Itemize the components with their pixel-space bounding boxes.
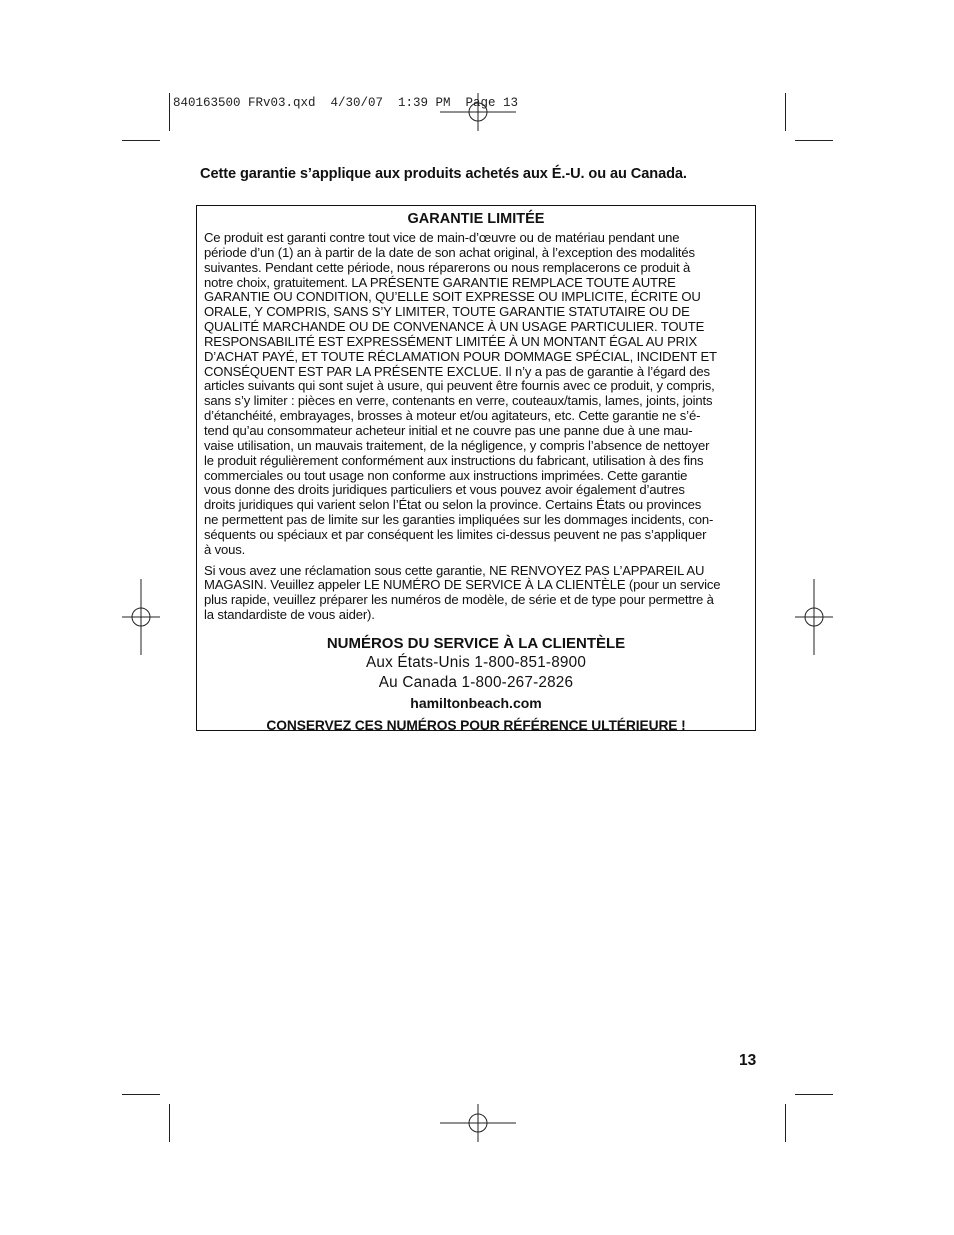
canada-phone-line: Au Canada 1-800-267-2826 — [378, 673, 574, 691]
warranty-text-line: RESPONSABILITÉ EST EXPRESSÉMENT LIMITÉE À UN MONTANT ÉGAL AU PRIX — [204, 333, 698, 349]
warranty-text-line: d’étanchéité, embrayages, brosses à moteur et/ou agitateurs, etc. Cette garantie ne s’é- — [204, 408, 701, 424]
page-headline: Cette garantie s’applique aux produits achetés aux É.-U. ou au Canada. — [200, 166, 687, 182]
warranty-text-line: plus rapide, veuillez préparer les numéros de modèle, de série et de type pour permettre à — [204, 592, 714, 608]
warranty-box — [196, 205, 756, 731]
crop-mark-top-right-h — [795, 140, 833, 141]
slug-line: 840163500 FRv03.qxd 4/30/07 1:39 PM Page 13 — [173, 96, 519, 110]
service-numbers-title: NUMÉROS DU SERVICE À LA CLIENTÈLE — [326, 634, 626, 652]
crop-mark-bottom-left-v — [169, 1104, 170, 1142]
warranty-title: GARANTIE LIMITÉE — [407, 211, 545, 227]
crop-mark-bottom-right-v — [785, 1104, 786, 1142]
crop-mark-bottom-right-h — [795, 1094, 833, 1095]
registration-mark-left-icon — [122, 579, 160, 655]
warranty-text-line: suivantes. Pendant cette période, nous réparerons ou nous remplacerons ce produit à — [204, 259, 691, 275]
warranty-text-line: droits juridiques qui varient selon l’État ou selon la province. Certains États ou provinces — [204, 497, 702, 513]
warranty-text-line: vaise utilisation, un mauvais traitement, de la négligence, y compris l’absence de nettoyer — [204, 437, 710, 453]
warranty-text-line: Ce produit est garanti contre tout vice de main-d’œuvre ou de matériau pendant une — [204, 230, 680, 245]
warranty-text-line: commerciales ou tout usage non conforme aux instructions imprimées. Cette garantie — [204, 467, 688, 483]
page-number: 13 — [739, 1052, 757, 1069]
warranty-text-line: sans s’y limiter : pièces en verre, contenants en verre, couteaux/tamis, lames, joints, joints — [204, 393, 713, 409]
warranty-text-line: période d’un (1) an à partir de la date de son achat original, à l’exception des modalités — [204, 244, 695, 260]
warranty-text-line: notre choix, gratuitement. LA PRÉSENTE GARANTIE REMPLACE TOUTE AUTRE — [204, 274, 676, 290]
warranty-text-line: ne permettent pas de limite sur les garanties impliquées sur les dommages incidents, con- — [204, 512, 714, 528]
warranty-text-line: QUALITÉ MARCHANDE OU DE CONVENANCE À UN USAGE PARTICULIER. TOUTE — [204, 319, 705, 335]
keep-numbers-note: CONSERVEZ CES NUMÉROS POUR RÉFÉRENCE ULTÉRIEURE ! — [266, 717, 686, 733]
crop-mark-bottom-left-h — [122, 1094, 160, 1095]
warranty-text-line: le produit régulièrement conformément aux instructions du fabricant, utilisation à des fins — [204, 452, 704, 468]
warranty-text-line: tend qu’au consommateur acheteur initial et ne couvre pas une panne due à une mau- — [204, 422, 693, 438]
warranty-text-line: Si vous avez une réclamation sous cette garantie, NE RENVOYEZ PAS L’APPAREIL AU — [204, 562, 705, 578]
registration-mark-right-icon — [795, 579, 833, 655]
warranty-text-line: D’ACHAT PAYÉ, ET TOUTE RÉCLAMATION POUR DOMMAGE SPÉCIAL, INCIDENT ET — [204, 348, 717, 364]
warranty-text-line: CONSÉQUENT EST PAR LA PRÉSENTE EXCLUE. Il n’y a pas de garantie à l’égard des — [204, 363, 710, 379]
warranty-text-line: GARANTIE OU CONDITION, QU’ELLE SOIT EXPRESSE OU IMPLICITE, ÉCRITE OU — [204, 289, 701, 305]
registration-mark-top-icon — [440, 93, 516, 131]
warranty-paragraph-terms — [204, 231, 748, 558]
warranty-text-line: à vous. — [204, 541, 246, 557]
warranty-text-line: vous donne des droits juridiques particuliers et vous pouvez avoir également d’autres — [204, 482, 685, 498]
crop-mark-top-left-v — [169, 93, 170, 131]
warranty-text-line: la standardiste de vous aider). — [204, 607, 375, 623]
crop-mark-top-left-h — [122, 140, 160, 141]
warranty-text-line: MAGASIN. Veuillez appeler LE NUMÉRO DE SERVICE À LA CLIENTÈLE (pour un service — [204, 577, 721, 593]
crop-mark-top-right-v — [785, 93, 786, 131]
warranty-paragraph-claims — [204, 564, 748, 623]
warranty-text-line: ORALE, Y COMPRIS, SANS S’Y LIMITER, TOUTE GARANTIE STATUTAIRE OU DE — [204, 304, 690, 320]
warranty-text-line: articles suivants qui sont sujet à usure, qui peuvent être fournis avec ce produit, y compris, — [204, 378, 715, 394]
website-link[interactable]: hamiltonbeach.com — [410, 694, 542, 711]
warranty-text-line: séquents ou spéciaux et par conséquent les limites ci-dessus peuvent ne pas s’appliquer — [204, 526, 707, 542]
us-phone-line: Aux États-Unis 1-800-851-8900 — [365, 653, 587, 671]
registration-mark-bottom-icon — [440, 1104, 516, 1142]
